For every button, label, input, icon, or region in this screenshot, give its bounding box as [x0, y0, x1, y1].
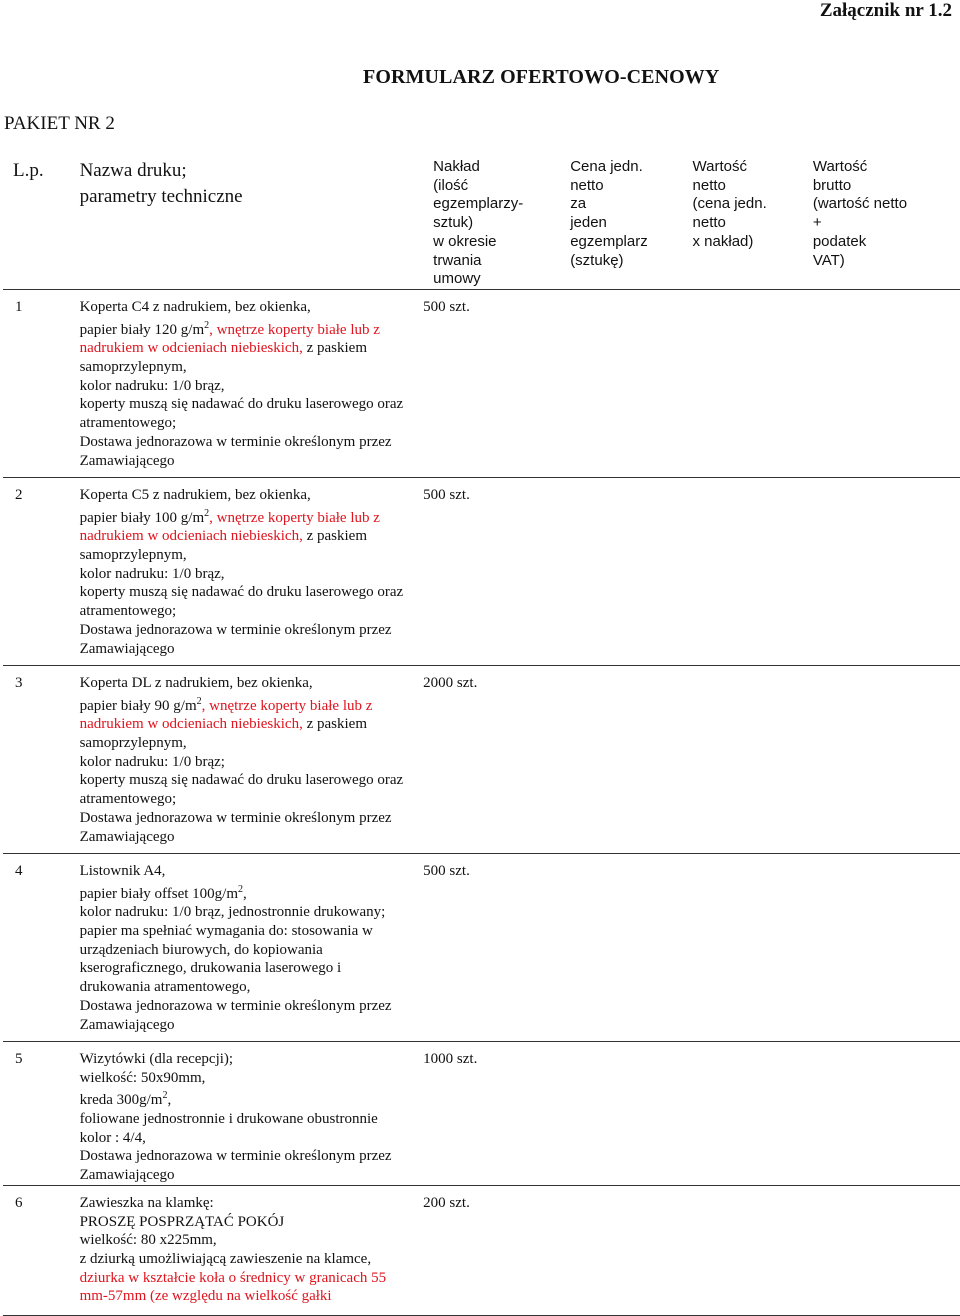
description-text: kserograficznego, drukowania laserowego i: [79, 960, 342, 977]
description-text: atramentowego;: [79, 415, 177, 432]
quantity-cell: 500 szt.: [421, 853, 558, 1041]
description-line: [80, 1231, 422, 1250]
description-text: Dostawa jednorazowa w terminie określonym przez: [79, 433, 392, 450]
description-line: [80, 1050, 422, 1069]
description-line: [80, 452, 422, 471]
print-description: [68, 477, 422, 665]
description-text: Dostawa jednorazowa w terminie określonym przez: [79, 809, 392, 826]
description-line: [80, 621, 422, 640]
description-text: kolor nadruku: 1/0 brąz, jednostronnie drukowany;: [79, 904, 386, 921]
description-line: [80, 527, 422, 546]
description-line: [80, 922, 422, 941]
description-line: [80, 583, 422, 602]
description-text: koperty muszą się nadawać do druku laserowego oraz: [79, 396, 404, 413]
quantity-cell: 500 szt.: [421, 289, 558, 477]
header-line: jeden: [570, 214, 607, 232]
description-red-text: nadrukiem w odcieniach niebieskich,: [79, 340, 303, 357]
description-line: [80, 734, 422, 753]
gross-value-cell[interactable]: [801, 289, 960, 477]
row-number: 1: [3, 289, 68, 477]
description-line: [80, 433, 422, 452]
description-line: [80, 693, 422, 716]
description-text: papier biały 90 g/m: [79, 697, 197, 714]
header-line: netto: [692, 176, 726, 194]
header-wartosc-netto: [681, 158, 801, 289]
description-line: [80, 1147, 422, 1166]
description-line: [80, 978, 422, 997]
description-line: [80, 1069, 422, 1088]
table-header-row: [3, 158, 960, 289]
description-line: [80, 809, 422, 828]
description-line: [80, 1110, 422, 1129]
table-row: [3, 853, 960, 1041]
row-number: 2: [3, 477, 68, 665]
superscript: 2: [196, 695, 202, 707]
gross-value-cell[interactable]: [801, 1185, 960, 1315]
description-text: wielkość: 50x90mm,: [79, 1069, 206, 1086]
description-text: urządzeniach biurowych, do kopiowania: [79, 941, 323, 958]
header-naklad: [421, 158, 558, 289]
description-text: Dostawa jednorazowa w terminie określonym przez: [79, 997, 392, 1014]
description-line: [80, 771, 422, 790]
description-text: kolor nadruku: 1/0 brąz,: [79, 565, 225, 582]
description-red-text: dziurka w kształcie koła o średnicy w granicach 55: [79, 1269, 387, 1286]
net-value-cell[interactable]: [681, 1185, 801, 1315]
offer-table: [3, 158, 960, 1316]
description-line: [80, 959, 422, 978]
quantity-cell: 500 szt.: [421, 477, 558, 665]
description-line: [80, 377, 422, 396]
description-text: papier biały 100 g/m: [79, 509, 205, 526]
description-text: samoprzylepnym,: [79, 735, 187, 752]
description-text: samoprzylepnym,: [79, 547, 187, 564]
print-description: [68, 1041, 422, 1185]
unit-price-cell[interactable]: [558, 289, 680, 477]
gross-value-cell[interactable]: [801, 477, 960, 665]
description-line: [80, 505, 422, 528]
offer-table-body: [3, 158, 960, 1315]
header-line: za: [570, 195, 587, 213]
description-text: Zamawiającego: [79, 1167, 175, 1184]
header-name-line1: Nazwa druku;: [79, 160, 187, 181]
unit-price-cell[interactable]: [558, 477, 680, 665]
header-line: (wartość netto: [812, 195, 908, 213]
description-text: Zamawiającego: [79, 452, 175, 469]
description-line: [80, 1087, 422, 1110]
header-cena: [558, 158, 680, 289]
superscript: 2: [238, 883, 244, 895]
description-line: [80, 997, 422, 1016]
header-line: netto: [570, 176, 604, 194]
description-line: [80, 358, 422, 377]
description-line: [80, 903, 422, 922]
quantity-cell: 200 szt.: [421, 1185, 558, 1315]
description-line: [80, 640, 422, 659]
header-line: Nakład: [433, 158, 480, 175]
description-line: [80, 1250, 422, 1269]
description-line: [80, 1213, 422, 1232]
description-red-text: , wnętrze koperty białe lub z: [201, 697, 373, 714]
description-red-text: nadrukiem w odcieniach niebieskich,: [79, 716, 303, 733]
description-text: Zamawiającego: [79, 1016, 175, 1033]
header-wartosc-brutto: [801, 158, 960, 289]
description-line: [80, 1129, 422, 1148]
description-text: koperty muszą się nadawać do druku laserowego oraz: [79, 772, 404, 789]
quantity-cell: 1000 szt.: [421, 1041, 558, 1185]
header-line: +: [812, 214, 822, 232]
description-line: [80, 1287, 422, 1306]
print-description: [68, 289, 422, 477]
description-text: papier ma spełniać wymagania do: stosowania w: [79, 923, 373, 940]
annex-label: Załącznik nr 1.2: [819, 0, 952, 21]
row-number: 5: [3, 1041, 68, 1185]
description-line: [80, 674, 422, 693]
header-line: netto: [692, 214, 726, 232]
description-text: Dostawa jednorazowa w terminie określonym przez: [79, 621, 392, 638]
header-line: Cena jedn.: [570, 158, 643, 175]
description-text: Wizytówki (dla recepcji);: [79, 1050, 234, 1067]
print-description: [68, 665, 422, 853]
description-text: drukowania atramentowego,: [79, 979, 251, 996]
description-text: Koperta C5 z nadrukiem, bez okienka,: [79, 486, 311, 503]
description-text: Dostawa jednorazowa w terminie określonym przez: [79, 1148, 392, 1165]
header-line: (cena jedn.: [692, 195, 767, 213]
description-text: Zawieszka na klamkę:: [79, 1194, 214, 1211]
net-value-cell[interactable]: [681, 665, 801, 853]
row-number: 6: [3, 1185, 68, 1315]
unit-price-cell[interactable]: [558, 1185, 680, 1315]
header-line: x nakład): [692, 232, 754, 250]
header-line: sztuk): [433, 214, 474, 232]
description-line: [80, 1194, 422, 1213]
header-line: Wartość: [812, 158, 868, 175]
print-description: [68, 1185, 422, 1315]
description-text-after: ,: [167, 1092, 172, 1109]
description-line: [80, 1269, 422, 1288]
header-line: trwania: [433, 251, 482, 269]
header-line: podatek: [812, 232, 867, 250]
description-line: [80, 790, 422, 809]
net-value-cell[interactable]: [681, 477, 801, 665]
header-line: (ilość: [433, 176, 469, 194]
unit-price-cell[interactable]: [558, 853, 680, 1041]
description-line: [80, 602, 422, 621]
description-text-after: ,: [243, 885, 247, 902]
description-text: Koperta DL z nadrukiem, bez okienka,: [79, 674, 313, 691]
description-text: foliowane jednostronnie i drukowane obustronnie: [79, 1111, 378, 1128]
description-text: kolor nadruku: 1/0 brąz,: [79, 377, 225, 394]
superscript: 2: [204, 507, 210, 519]
description-text: PROSZĘ POSPRZĄTAĆ POKÓJ: [79, 1213, 285, 1230]
description-text: samoprzylepnym,: [79, 359, 187, 376]
description-text: papier biały 120 g/m: [79, 321, 205, 338]
description-text-after: z paskiem: [302, 340, 367, 357]
description-text: Listownik A4,: [79, 862, 166, 879]
header-name: [68, 158, 422, 289]
header-line: Wartość: [692, 158, 747, 175]
description-text: kolor : 4/4,: [79, 1129, 146, 1146]
description-text: atramentowego;: [79, 791, 177, 808]
header-name-line2: parametry techniczne: [79, 186, 243, 207]
description-text: Koperta C4 z nadrukiem, bez okienka,: [79, 298, 311, 315]
unit-price-cell[interactable]: [558, 1041, 680, 1185]
header-line: egzemplarz: [570, 232, 648, 250]
header-lp: L.p.: [3, 158, 68, 289]
gross-value-cell[interactable]: [801, 1041, 960, 1185]
description-line: [80, 339, 422, 358]
header-line: brutto: [812, 176, 852, 194]
description-line: [80, 881, 422, 904]
net-value-cell[interactable]: [681, 853, 801, 1041]
description-line: [80, 753, 422, 772]
description-line: [80, 486, 422, 505]
unit-price-cell[interactable]: [558, 665, 680, 853]
description-line: [80, 1166, 422, 1185]
table-row: [3, 289, 960, 477]
header-line: umowy: [433, 270, 481, 288]
header-line: VAT): [812, 251, 845, 269]
description-red-text: , wnętrze koperty białe lub z: [209, 509, 380, 526]
description-text: koperty muszą się nadawać do druku laserowego oraz: [79, 584, 404, 601]
quantity-cell: 2000 szt.: [421, 665, 558, 853]
description-text: Zamawiającego: [79, 640, 175, 657]
table-row: [3, 477, 960, 665]
gross-value-cell[interactable]: [801, 853, 960, 1041]
description-line: [80, 546, 422, 565]
description-red-text: nadrukiem w odcieniach niebieskich,: [79, 528, 303, 545]
description-text: atramentowego;: [79, 603, 177, 620]
form-title: FORMULARZ OFERTOWO-CENOWY: [363, 66, 720, 88]
gross-value-cell[interactable]: [801, 665, 960, 853]
print-description: [68, 853, 422, 1041]
header-line: egzemplarzy-: [433, 195, 524, 213]
table-row: [3, 1185, 960, 1315]
description-line: [80, 715, 422, 734]
description-line: [80, 317, 422, 340]
package-label: PAKIET NR 2: [4, 113, 115, 134]
superscript: 2: [204, 319, 210, 331]
description-text: z dziurką umożliwiającą zawieszenie na klamce,: [79, 1250, 372, 1267]
description-line: [80, 298, 422, 317]
description-text-after: z paskiem: [302, 528, 367, 545]
description-text: Zamawiającego: [79, 828, 175, 845]
description-text: papier biały offset 100g/m: [79, 885, 239, 902]
description-line: [80, 828, 422, 847]
table-row: [3, 665, 960, 853]
net-value-cell[interactable]: [681, 1041, 801, 1185]
description-text: wielkość: 80 x225mm,: [79, 1232, 217, 1249]
description-text: kolor nadruku: 1/0 brąz;: [79, 753, 225, 770]
description-line: [80, 1016, 422, 1035]
row-number: 3: [3, 665, 68, 853]
description-text: kreda 300g/m: [79, 1092, 163, 1109]
description-line: [80, 862, 422, 881]
net-value-cell[interactable]: [681, 289, 801, 477]
description-line: [80, 941, 422, 960]
header-line: (sztukę): [570, 251, 624, 269]
description-red-text: mm-57mm (ze względu na wielkość gałki: [79, 1288, 332, 1305]
description-line: [80, 395, 422, 414]
description-text-after: z paskiem: [302, 716, 367, 733]
superscript: 2: [162, 1090, 168, 1102]
description-line: [80, 414, 422, 433]
description-red-text: , wnętrze koperty białe lub z: [209, 321, 380, 338]
description-line: [80, 565, 422, 584]
row-number: 4: [3, 853, 68, 1041]
table-row: [3, 1041, 960, 1185]
header-line: w okresie: [433, 232, 497, 250]
